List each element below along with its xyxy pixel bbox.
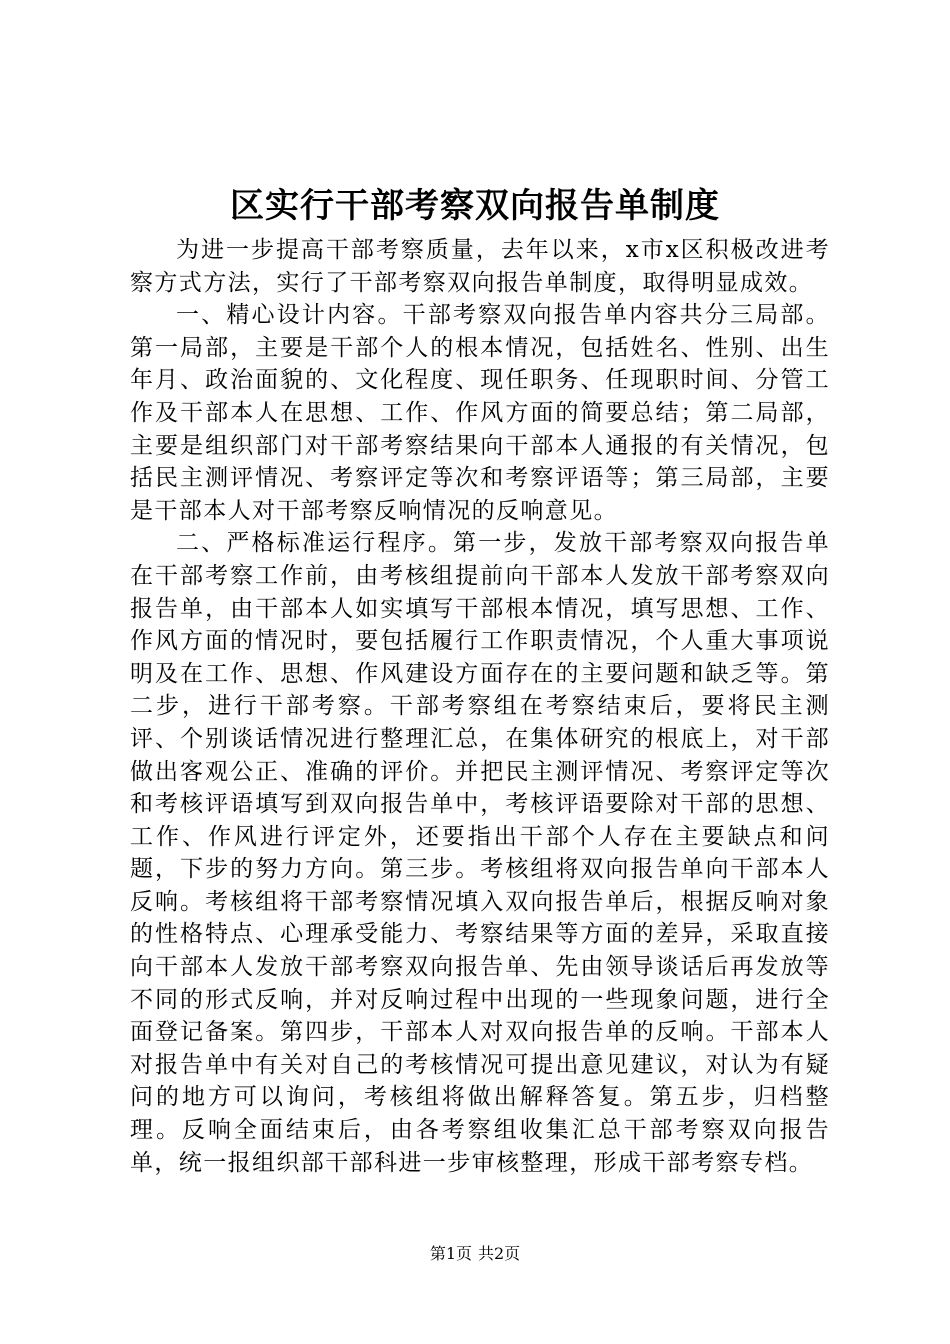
- page-footer: [0, 1243, 950, 1265]
- document-title: 区实行干部考察双向报告单制度: [230, 186, 720, 226]
- paragraph-section-2: 二、严格标准运行程序。第一步，发放干部考察双向报告单在干部考察工作前，由考核组提前向干部本人发放干部考察双向报告单，由干部本人如实填写干部根本情况，填写思想、工作、作风方面的情况时，要包括履行工作职责情况，个人重大事项说明及在工作、思想、作风建设方面存在的主要问题和缺乏等。第二步，进行干部考察。干部考察组在考察结束后，要将民主测评、个别谈话情况进行整理汇总，在集体研究的根底上，对干部做出客观公正、准确的评价。并把民主测评情况、考察评定等次和考核评语填写到双向报告单中，考核评语要除对干部的思想、工作、作风进行评定外，还要指出干部个人存在主要缺点和问题，下步的努力方向。第三步。考核组将双向报告单向干部本人反响。考核组将干部考察情况填入双向报告单后，根据反响对象的性格特点、心理承受能力、考察结果等方面的差异，采取直接向干部本人发放干部考察双向报告单、先由领导谈话后再发放等不同的形式反响，并对反响过程中出现的一些现象问题，进行全面登记备案。第四步，干部本人对双向报告单的反响。干部本人对报告单中有关对自己的考核情况可提出意见建议，对认为有疑问的地方可以询问，考核组将做出解释答复。第五步，归档整理。反响全面结束后，由各考察组收集汇总干部考察双向报告单，统一报组织部干部科进一步审核整理，形成干部考察专档。: [130, 530, 830, 1176]
- paragraph-intro: 为进一步提高干部考察质量，去年以来，x市x区积极改进考察方式方法，实行了干部考察双向报告单制度，取得明显成效。: [130, 237, 830, 296]
- page-number-current: 第1页: [429, 1244, 472, 1263]
- paragraph-section-1: 一、精心设计内容。干部考察双向报告单内容共分三局部。第一局部，主要是干部个人的根本情况，包括姓名、性别、出生年月、政治面貌的、文化程度、现任职务、任现职时间、分管工作及干部本人在思想、工作、作风方面的简要总结；第二局部，主要是组织部门对干部考察结果向干部本人通报的有关情况，包括民主测评情况、考察评定等次和考察评语等；第三局部，主要是干部本人对干部考察反响情况的反响意见。: [130, 302, 830, 524]
- document-body: [130, 234, 830, 1179]
- page-number-total: 共2页: [478, 1244, 521, 1263]
